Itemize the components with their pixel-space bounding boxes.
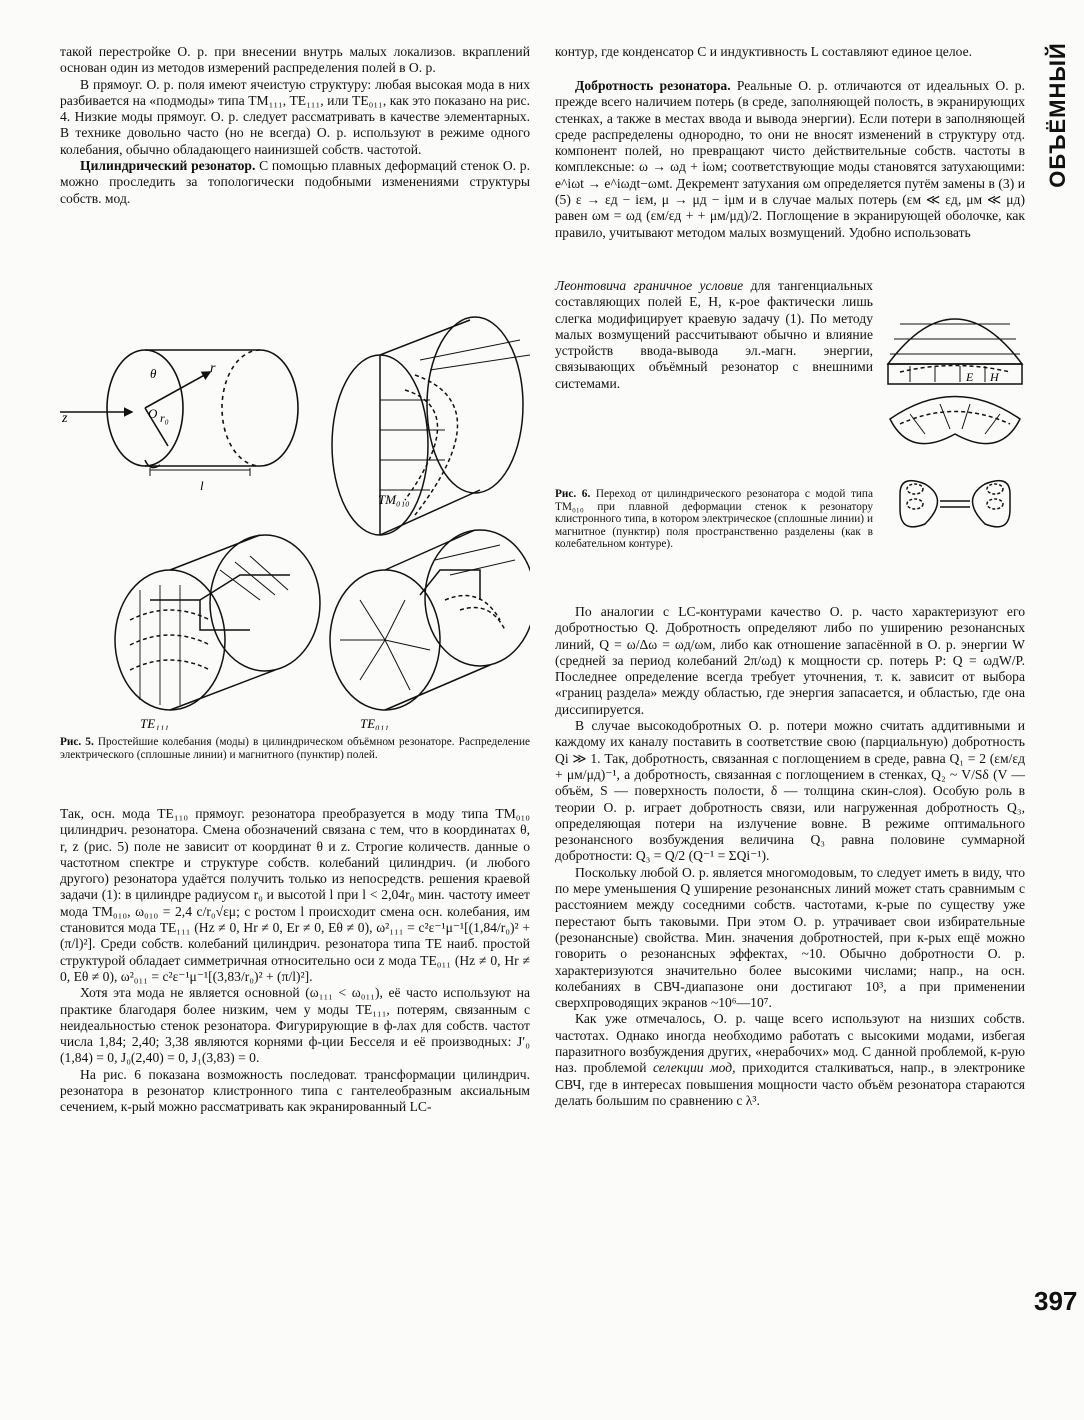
paragraph: Хотя эта мода не является основной (ω₁₁₁ < ω₀₁₁), её часто используют на практике благодаря более низким, чем у моды TE₁₁₁, потерям, связанным с неидеальностью стенок резонатора. Фигурирующие в ф-лах для собств. частот числа 1,84; 2,40; 3,38 являются корнями ф-ции Бесселя и её производных: J′₀ (1,84) = 0, J₀(2,40) = 0, J₁(3,83) = 0. [60, 985, 530, 1066]
e-label: E [966, 370, 974, 384]
paragraph [555, 1011, 1025, 1109]
section-heading: Цилиндрический резонатор. [80, 158, 256, 174]
tm010-cylinder [332, 317, 530, 535]
left-column-top [60, 44, 530, 289]
r-label: r [210, 361, 216, 376]
figure-5 [60, 300, 530, 730]
te011-cylinder [330, 530, 530, 710]
right-column-middle [555, 78, 1025, 278]
r0-label: r₀ [160, 411, 169, 425]
te011-label: TE₀₁₁ [360, 716, 389, 730]
figure-6-caption [555, 488, 873, 551]
section-tab-label: ОБЪЁМНЫЙ [1045, 42, 1070, 188]
caption-text: Переход от цилиндрического резонатора с модой типа TM₀₁₀ при плавной деформации стенок к резонатору клистронного типа, в котором электрическое (сплошные линии) и магнитное (пунктир) поля пространственно разделены (как в колебательном контуре). [555, 488, 873, 551]
te111-cylinder [115, 535, 320, 710]
paragraph-text: С помощью плавных деформаций стенок О. р. можно проследить за топологически подобными изменениями структуры собств. мод. [60, 158, 530, 206]
section-heading: Добротность резонатора. [575, 78, 731, 93]
tm010-label: TM₀₁₀ [378, 492, 410, 507]
paragraph-text: Как уже отмечалось, О. р. чаще всего используют на низших собств. частотах. Однако иногда необходимо работать с высокими модами, избегая паразитного возбуждения других, «нерабочих» мод. С данной проблемой, к-рую наз. проблемой [555, 1011, 1025, 1076]
te111-label: TE₁₁₁ [140, 716, 169, 730]
origin-label: O [148, 406, 158, 421]
paragraph: Поскольку любой О. р. является многомодовым, то следует иметь в виду, что по мере уменьшения Q уширение резонансных линий может стать сравнимым с расстоянием между соседними собств. частотами, к-рые по существу уже перестают быть таковыми. При этом О. р. утрачивает свои избирательные (резонансные) свойства. Мин. значения добротностей, при к-рых ещё можно говорить о резонансных эффектах, ~10. Обычно добротности О. р. характеризуются значительно более высокими числами; напр., на осн. колебаниях в СВЧ-диапазоне они достигают 10³, а при применении сверхпроводящих экранов ~10⁶—10⁷. [555, 864, 1025, 1011]
paragraph [555, 78, 1025, 241]
z-label: z [62, 411, 68, 426]
paragraph: В случае высокодобротных О. р. потери можно считать аддитивными и каждому их каналу поставить в соответствие свою (парциальную) добротность Qi ≫ 1. Так, добротность, связанная с поглощением в среде, равна Q₁ = 2 (εм/εд + μм/μд)⁻¹, а добротность, связанная с поглощением в стенках, Q₂ ~ V/Sδ (V — объём, S — поверхность полости, δ — толщина скин-слоя). Особую роль в теории О. р. играет добротность связи, или нагруженная добротность Q₃, определяющая потери на излучение вовне. В режиме оптимального резонансного возбуждения величина Q₃ равна половине суммарной добротности: Q₃ = Q/2 (Q⁻¹ = ΣQi⁻¹). [555, 718, 1025, 864]
caption-label: Рис. 6. [555, 488, 591, 500]
paragraph: В прямоуг. О. р. поля имеют ячеистую структуру: любая высокая мода в них разбивается на «подмоды» типа TM₁₁₁, TE₁₁₁, или TE₀₁₁, как это показано на рис. 4. Низкие моды прямоуг. О. р. следует рассматривать в качестве элементарных. В технике довольно часто (но не всегда) О. р. используют в режиме одного колебания, обычно обладающего наинизшей собств. частотой. [60, 76, 530, 157]
italic-term: Леонтовича граничное условие [555, 278, 744, 293]
cylinder-coordinates [60, 350, 298, 476]
right-column-top [555, 44, 1025, 60]
paragraph: такой перестройке О. р. при внесении внутрь малых локализов. вкраплений основан один из методов измерений распределения полей в О. р. [60, 44, 530, 76]
paragraph-text: приходится сталкиваться, напр., в электронике СВЧ, где в интересах повышения мощности часто объём резонатора стараются делать большим по сравнению с λ³. [555, 1060, 1025, 1108]
paragraph: На рис. 6 показана возможность последоват. трансформации цилиндрич. резонатора в резонатор клистронного типа с гантелеобразным аксиальным сечением, к-рый можно рассматривать как экранированный LC- [60, 1066, 530, 1115]
paragraph: По аналогии с LC-контурами качество О. р. часто характеризуют его добротностью Q. Добротность определяют либо по уширению резонансных линий, Q = ω/Δω = ωд/ωм, либо как отношение запасённой в О. р. энергии W (средней за период колебаний 2π/ωд) к мощности ср. потерь P: Q = ωдW/P. Последнее определение всегда требует уточнения, т. к. зависит от выбора «границ раздела» между областью, где энергия запасается, и областью, где она диссипируется. [555, 604, 1025, 717]
paragraph-text: для тангенциальных составляющих полей E, H, к-рое фактически лишь слегка модифицирует краевую задачу (1). По методу малых возмущений рассчитывают обычно и влияние устройств ввода-вывода эл.-магн. энергии, связывающих объёмный резонатор с внешними системами. [555, 278, 873, 391]
figure-5-caption [60, 736, 530, 761]
h-label: H [990, 370, 999, 384]
caption-text: Простейшие колебания (моды) в цилиндрическом объёмном резонаторе. Распределение электрического (сплошные линии) и магнитного (пунктир) полей. [60, 736, 531, 761]
italic-term: селекции мод, [652, 1060, 736, 1076]
right-column-bottom [555, 604, 1025, 1324]
figure-6 [880, 284, 1030, 584]
caption-label: Рис. 5. [60, 736, 94, 748]
page-number: 397 [1034, 1286, 1078, 1316]
left-column-bottom [60, 806, 530, 1326]
paragraph: контур, где конденсатор C и индуктивность L составляют единое целое. [555, 44, 973, 59]
section-tab [1038, 44, 1078, 194]
paragraph: Так, осн. мода TE₁₁₀ прямоуг. резонатора преобразуется в моду типа TM₀₁₀ цилиндрич. резонатора. Смена обозначений связана с тем, что в координатах θ, r, z (рис. 5) поле не зависит от координат θ и z. Строгие количеств. данные о частотном спектре и структуре собств. колебаний цилиндрич. (и любого другого) резонатора удаётся получить только из непосредств. решения краевой задачи (1): в цилиндре радиусом r₀ и высотой l при l < 2,04r₀ мин. частоту имеет мода TM₀₁₀, ω₀₁₀ = 2,4 c/r₀√εμ; с ростом l происходит смена осн. колебания, им становится мода TE₁₁₁ (Hz ≠ 0, Hr ≠ 0, Er ≠ 0, Eθ ≠ 0), ω²₁₁₁ = c²ε⁻¹μ⁻¹[(1,84/r₀)² + (π/l)²]. Среди собств. колебаний цилиндрич. резонатора типа TE наиб. простой структурой обладает симметричная относительно оси z мода TE₀₁₁ (Hz ≠ 0, Hr ≠ 0, Eθ ≠ 0), ω²₀₁₁ = c²ε⁻¹μ⁻¹[(3,83/r₀)² + (π/l)²]. [60, 806, 530, 984]
paragraph-text: Реальные О. р. отличаются от идеальных О. р. прежде всего наличием потерь (в среде, заполняющей полость, в экранирующих стенках, а также в местах ввода и вывода энергии). Если потери в заполняющей среде распределены однородно, то они не вносят изменений в структуру отд. компонент полей, но превращают чисто действительные собств. частоты в комплексные: ω → ωд + iωм; соответствующие моды становятся затухающими: e^iωt → e^iωдt−ωмt. Декремент затухания ωм определяется путём замены в (3) и (5) ε → εд − iεм, μ → μд − iμм и в случае малых потерь (εм ≪ εд, μм ≪ μд) равен ωм = ωд (εм/εд + + μм/μд)/2. Поглощение в экранирующей оболочке, как правило, учитывают методом малых возмущений. Удобно использовать [555, 78, 1025, 240]
theta-label: θ [150, 366, 157, 381]
right-column-narrow [555, 278, 873, 478]
paragraph [555, 278, 873, 392]
paragraph [60, 158, 530, 207]
length-label: l [200, 478, 204, 493]
